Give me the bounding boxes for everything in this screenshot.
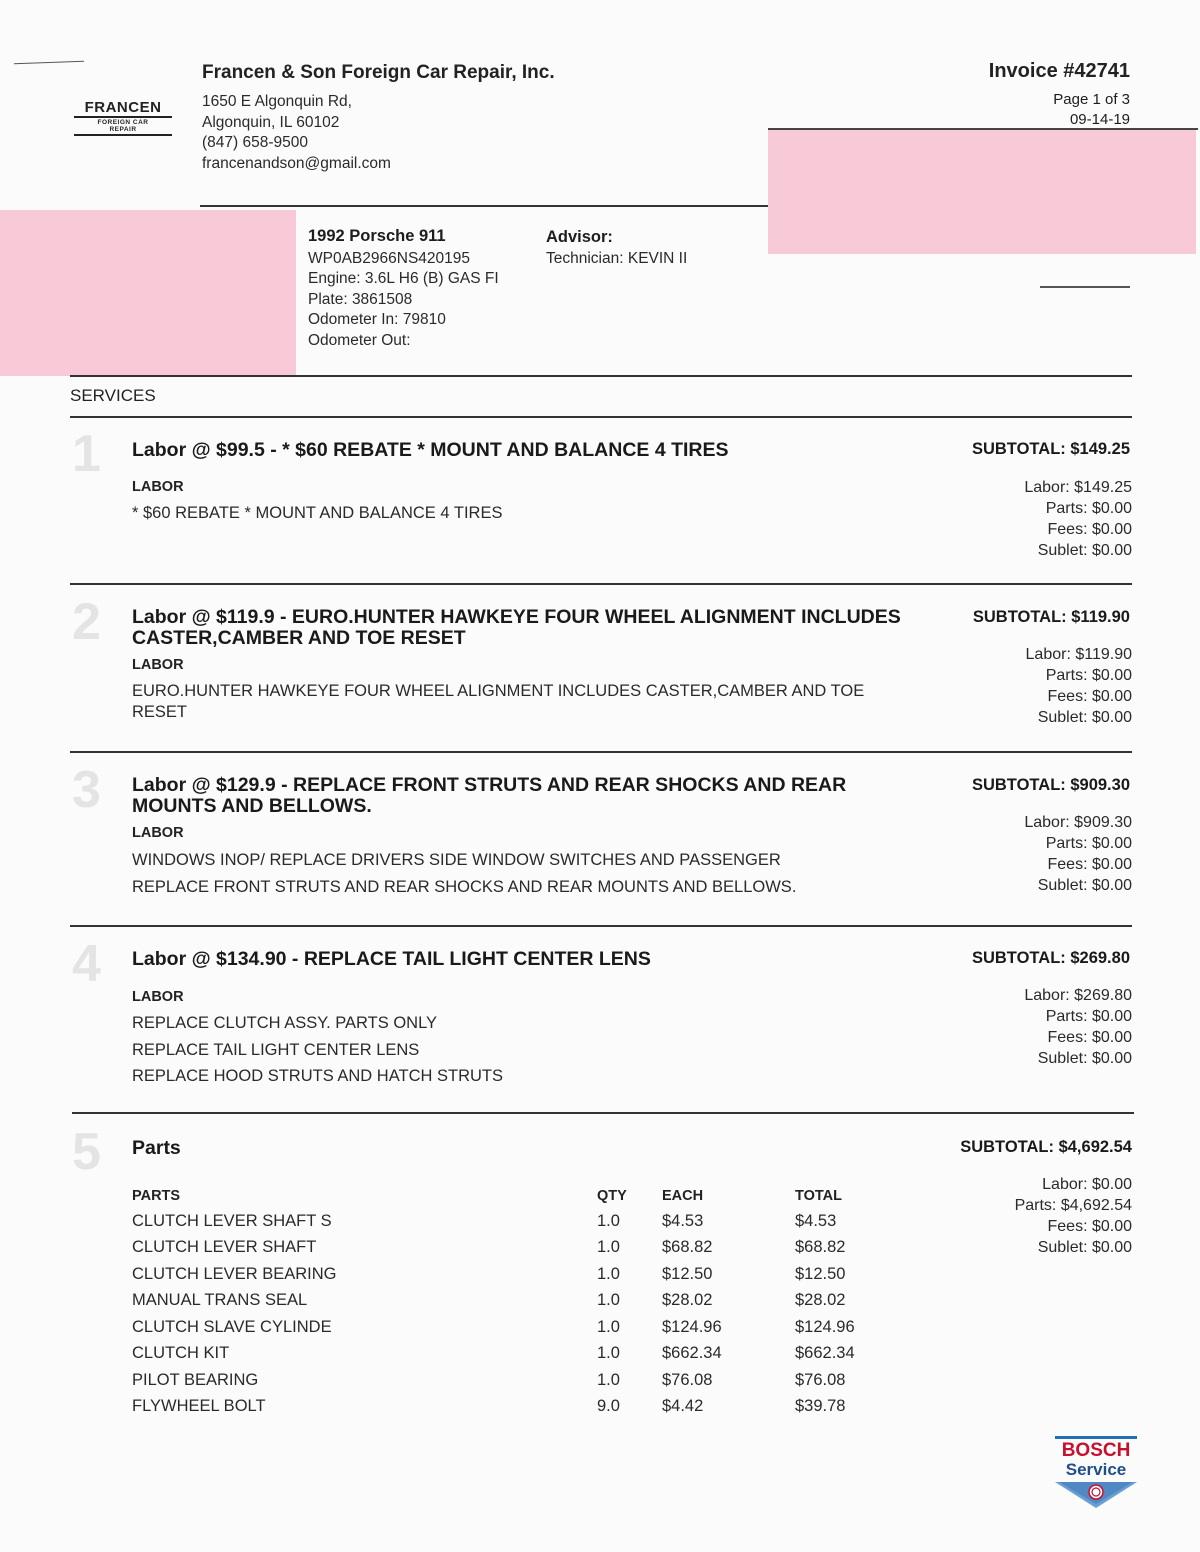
shop-name: Francen & Son Foreign Car Repair, Inc. <box>202 62 555 83</box>
service-number: 2 <box>72 593 101 651</box>
labor-amount: Labor: $0.00 <box>1042 1176 1132 1193</box>
col-parts: PARTS <box>132 1188 181 1204</box>
parts-header-row <box>132 1184 905 1208</box>
description-line: * $60 REBATE * MOUNT AND BALANCE 4 TIRES <box>132 504 503 522</box>
service-description <box>132 1010 912 1090</box>
description-line: REPLACE HOOD STRUTS AND HATCH STRUTS <box>132 1067 503 1085</box>
part-qty: 1.0 <box>597 1291 620 1310</box>
description-line: REPLACE TAIL LIGHT CENTER LENS <box>132 1040 420 1059</box>
bosch-service-label: Service <box>1065 1460 1127 1479</box>
part-name: CLUTCH LEVER SHAFT <box>132 1238 317 1257</box>
service-description <box>132 681 912 723</box>
service-breakdown <box>1024 477 1132 561</box>
services-heading: SERVICES <box>70 386 156 405</box>
advisor-info <box>546 226 687 270</box>
page-number: Page 1 of 3 <box>1053 91 1130 108</box>
col-each: EACH <box>662 1188 704 1204</box>
fees-amount: Fees: $0.00 <box>1047 1029 1132 1046</box>
part-qty: 1.0 <box>597 1344 620 1363</box>
parts-amount: Parts: $0.00 <box>1045 1008 1132 1025</box>
service-title: Labor @ $134.90 - REPLACE TAIL LIGHT CENTER LENS <box>132 948 651 970</box>
parts-row <box>132 1261 905 1288</box>
part-qty: 1.0 <box>597 1238 620 1257</box>
service-breakdown <box>1026 644 1132 728</box>
part-each: $28.02 <box>662 1291 713 1310</box>
bosch-brand: BOSCH <box>1061 1440 1131 1461</box>
vehicle-vin: WP0AB2966NS420195 <box>308 249 471 267</box>
parts-amount: Parts: $0.00 <box>1045 667 1132 684</box>
part-total: $76.08 <box>795 1370 846 1389</box>
address-line: 1650 E Algonquin Rd, <box>202 93 352 110</box>
part-name: CLUTCH KIT <box>132 1344 230 1363</box>
part-total: $68.82 <box>795 1238 846 1257</box>
service-type: LABOR <box>132 479 184 495</box>
description-line: WINDOWS INOP/ REPLACE DRIVERS SIDE WINDOW SWITCHES AND PASSENGER <box>132 851 781 869</box>
description-line: REPLACE FRONT STRUTS AND REAR SHOCKS AND REAR MOUNTS AND BELLOWS. <box>132 877 797 896</box>
part-name: FLYWHEEL BOLT <box>132 1397 266 1416</box>
service-title: Labor @ $119.9 - EURO.HUNTER HAWKEYE FOUR WHEEL ALIGNMENT INCLUDES CASTER,CAMBER AND TOE RESET <box>132 606 901 649</box>
part-each: $12.50 <box>662 1264 713 1283</box>
service-divider <box>70 925 1132 927</box>
sublet-amount: Sublet: $0.00 <box>1037 1050 1132 1067</box>
sublet-amount: Sublet: $0.00 <box>1037 877 1132 894</box>
service-divider <box>70 751 1132 753</box>
sublet-amount: Sublet: $0.00 <box>1037 709 1132 726</box>
odometer-out: Odometer Out: <box>308 331 411 349</box>
fees-amount: Fees: $0.00 <box>1047 1218 1132 1235</box>
fees-amount: Fees: $0.00 <box>1047 521 1132 538</box>
logo-wordmark: FRANCEN <box>84 99 162 116</box>
header-divider-main <box>200 205 770 207</box>
parts-row <box>132 1235 905 1262</box>
redaction-customer-left <box>0 210 296 376</box>
sublet-amount: Sublet: $0.00 <box>1037 542 1132 559</box>
part-total: $12.50 <box>795 1264 846 1283</box>
part-each: $76.08 <box>662 1370 713 1389</box>
part-qty: 1.0 <box>597 1317 620 1336</box>
service-subtotal: SUBTOTAL: $119.90 <box>972 608 1130 626</box>
address-line: Algonquin, IL 60102 <box>202 113 340 131</box>
part-total: $662.34 <box>795 1344 855 1363</box>
parts-row <box>132 1367 905 1394</box>
service-divider <box>70 583 1132 585</box>
advisor-label: Advisor: <box>546 228 613 246</box>
part-total: $28.02 <box>795 1291 846 1310</box>
description-line: REPLACE CLUTCH ASSY. PARTS ONLY <box>132 1014 438 1032</box>
part-qty: 1.0 <box>597 1370 620 1389</box>
invoice-date: 09-14-19 <box>1069 111 1130 128</box>
technician: Technician: KEVIN II <box>546 250 688 267</box>
service-number: 5 <box>72 1123 101 1181</box>
parts-row <box>132 1314 905 1341</box>
part-total: $4.53 <box>795 1211 837 1230</box>
logo-sub-1: FOREIGN CAR <box>97 119 149 126</box>
parts-amount: Parts: $0.00 <box>1045 500 1132 517</box>
vehicle-title: 1992 Porsche 911 <box>308 227 446 245</box>
part-qty: 9.0 <box>597 1397 620 1416</box>
vehicle-plate: Plate: 3861508 <box>308 290 413 308</box>
parts-row <box>132 1341 905 1368</box>
service-breakdown <box>1024 812 1132 896</box>
part-each: $662.34 <box>662 1344 722 1363</box>
part-name: PILOT BEARING <box>132 1370 259 1389</box>
services-top-rule <box>70 375 1132 377</box>
service-number: 3 <box>72 761 101 819</box>
labor-amount: Labor: $119.90 <box>1025 646 1132 663</box>
service-breakdown <box>1015 1174 1132 1258</box>
fees-amount: Fees: $0.00 <box>1047 856 1132 873</box>
vehicle-info <box>308 226 499 351</box>
parts-amount: Parts: $0.00 <box>1045 835 1132 852</box>
part-qty: 1.0 <box>597 1264 620 1283</box>
description-line: EURO.HUNTER HAWKEYE FOUR WHEEL ALIGNMENT INCLUDES CASTER,CAMBER AND TOE RESET <box>132 682 865 721</box>
parts-amount: Parts: $4,692.54 <box>1014 1197 1132 1214</box>
service-type: LABOR <box>132 825 184 841</box>
email: francenandson@gmail.com <box>202 154 391 172</box>
part-each: $4.53 <box>662 1211 704 1230</box>
part-each: $124.96 <box>662 1317 722 1336</box>
service-subtotal: SUBTOTAL: $4,692.54 <box>960 1138 1132 1156</box>
service-subtotal: SUBTOTAL: $269.80 <box>971 949 1130 967</box>
header-divider-small <box>1040 286 1130 288</box>
col-total: TOTAL <box>795 1188 842 1204</box>
labor-amount: Labor: $909.30 <box>1024 814 1132 831</box>
part-name: CLUTCH LEVER SHAFT S <box>132 1211 332 1230</box>
service-description <box>132 847 912 900</box>
part-name: CLUTCH LEVER BEARING <box>132 1264 337 1283</box>
services-bottom-rule <box>70 416 1132 418</box>
part-each: $4.42 <box>662 1397 704 1416</box>
phone: (847) 658-9500 <box>202 134 308 151</box>
service-number: 4 <box>72 935 101 993</box>
part-name: CLUTCH SLAVE CYLINDE <box>132 1317 332 1336</box>
service-title: Labor @ $99.5 - * $60 REBATE * MOUNT AND BALANCE 4 TIRES <box>132 439 729 461</box>
parts-row <box>132 1208 905 1235</box>
part-total: $124.96 <box>795 1317 855 1336</box>
redaction-customer <box>768 130 1196 254</box>
service-breakdown <box>1024 985 1132 1069</box>
service-type: LABOR <box>132 657 184 673</box>
labor-amount: Labor: $269.80 <box>1024 987 1132 1004</box>
part-name: MANUAL TRANS SEAL <box>132 1291 308 1310</box>
vehicle-engine: Engine: 3.6L H6 (B) GAS FI <box>308 270 499 287</box>
bosch-chevron-icon <box>1055 1482 1137 1508</box>
part-each: $68.82 <box>662 1238 713 1257</box>
col-qty: QTY <box>597 1188 627 1204</box>
service-subtotal: SUBTOTAL: $149.25 <box>971 440 1130 458</box>
parts-row <box>132 1288 905 1315</box>
service-subtotal: SUBTOTAL: $909.30 <box>971 776 1130 794</box>
logo-sub-2: REPAIR <box>109 126 137 133</box>
service-title: Parts <box>132 1137 181 1159</box>
parts-table <box>132 1184 905 1420</box>
service-type: LABOR <box>132 989 184 1005</box>
fees-amount: Fees: $0.00 <box>1047 688 1132 705</box>
service-divider <box>72 1112 1134 1114</box>
scan-mark <box>14 61 84 64</box>
shop-address <box>202 92 391 174</box>
service-title: Labor @ $129.9 - REPLACE FRONT STRUTS AND REAR SHOCKS AND REAR MOUNTS AND BELLOWS. <box>132 774 847 817</box>
part-qty: 1.0 <box>597 1211 620 1230</box>
service-description <box>132 500 912 527</box>
odometer-in: Odometer In: 79810 <box>308 311 446 328</box>
invoice-title: Invoice #42741 <box>988 60 1130 82</box>
shop-logo <box>74 100 172 137</box>
parts-row <box>132 1394 905 1421</box>
sublet-amount: Sublet: $0.00 <box>1037 1239 1132 1256</box>
labor-amount: Labor: $149.25 <box>1024 479 1132 496</box>
service-number: 1 <box>72 425 101 483</box>
bosch-service-badge <box>1055 1436 1137 1513</box>
part-total: $39.78 <box>795 1397 846 1416</box>
